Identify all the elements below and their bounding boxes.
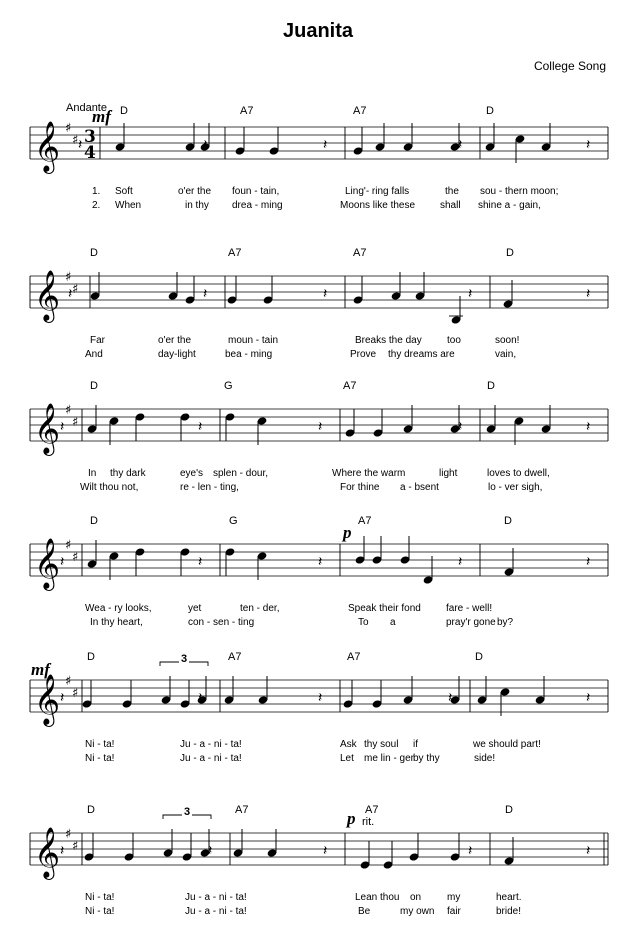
- lyric-verse-1: yet: [188, 603, 202, 614]
- chord-symbol: D: [87, 804, 95, 816]
- lyric-verse-2: thy dreams are: [388, 349, 455, 360]
- lyric-verse-1: Wea - ry looks,: [85, 603, 152, 614]
- lyric-verse-2: me lin - ger: [364, 753, 415, 764]
- lyric-verse-1: thy dark: [110, 468, 146, 479]
- lyric-verse-1: fare - well!: [446, 603, 493, 614]
- lyric-verse-2: fair: [447, 906, 461, 917]
- lyric-verse-1: soon!: [495, 335, 520, 346]
- quarter-rest-icon: 𝄽: [586, 690, 591, 706]
- quarter-rest-icon: 𝄽: [586, 843, 591, 859]
- chord-symbol: D: [90, 380, 98, 392]
- lyric-verse-2: side!: [474, 753, 496, 764]
- chord-symbol: D: [90, 515, 98, 527]
- time-signature-digit: 4: [84, 143, 96, 163]
- quarter-rest-icon: 𝄽: [208, 843, 213, 859]
- quarter-rest-icon: 𝄽: [318, 419, 323, 435]
- lyric-verse-1: In: [88, 468, 97, 479]
- chord-symbol: A7: [358, 515, 372, 527]
- chord-symbol: G: [229, 515, 238, 527]
- lyric-verse-1: Ju - a - ni - ta!: [185, 892, 247, 903]
- lyric-verse-1: Far: [90, 335, 105, 346]
- quarter-rest-icon: 𝄽: [458, 419, 463, 435]
- lyric-verse-2: Be: [358, 906, 371, 917]
- lyric-verse-2: In thy heart,: [90, 617, 143, 628]
- lyric-verse-1: Ask: [340, 739, 357, 750]
- sharp-icon: ♯: [72, 839, 79, 854]
- lyric-verse-1: too: [447, 335, 461, 346]
- quarter-rest-icon: 𝄽: [60, 843, 65, 859]
- lyric-verse-2: lo - ver sigh,: [488, 482, 543, 493]
- quarter-rest-icon: 𝄽: [458, 137, 463, 153]
- chord-symbol: D: [504, 515, 512, 527]
- sharp-icon: ♯: [72, 133, 79, 148]
- lyric-verse-1: the: [445, 186, 459, 197]
- chord-symbol: A7: [347, 651, 361, 663]
- lyric-verse-1: ten - der,: [240, 603, 280, 614]
- lyric-verse-2: my own: [400, 906, 435, 917]
- quarter-rest-icon: 𝄽: [60, 554, 65, 570]
- sharp-icon: ♯: [65, 538, 72, 553]
- treble-clef-icon: 𝄞: [34, 403, 61, 454]
- lyric-verse-1: thy soul: [364, 739, 399, 750]
- lyric-verse-2: by thy: [413, 753, 440, 764]
- lyric-verse-2: Ju - a - ni - ta!: [180, 753, 242, 764]
- quarter-rest-icon: 𝄽: [586, 137, 591, 153]
- treble-clef-icon: 𝄞: [34, 538, 61, 589]
- chord-symbol: G: [224, 380, 233, 392]
- sharp-icon: ♯: [65, 827, 72, 842]
- quarter-rest-icon: 𝄽: [586, 286, 591, 302]
- quarter-rest-icon: 𝄽: [458, 554, 463, 570]
- quarter-rest-icon: 𝄽: [198, 419, 203, 435]
- lyric-verse-2: con - sen - ting: [188, 617, 255, 628]
- lyric-verse-2: 2.: [92, 200, 101, 211]
- lyric-verse-1: eye's: [180, 468, 204, 479]
- quarter-rest-icon: 𝄽: [586, 419, 591, 435]
- lyric-verse-2: Moons like these: [340, 200, 416, 211]
- quarter-rest-icon: 𝄽: [468, 843, 473, 859]
- sharp-icon: ♯: [65, 403, 72, 418]
- chord-symbol: D: [90, 247, 98, 259]
- lyric-verse-1: splen - dour,: [213, 468, 269, 479]
- chord-symbol: D: [506, 247, 514, 259]
- song-subtitle: College Song: [533, 59, 606, 73]
- lyric-verse-1: Lean thou: [355, 892, 400, 903]
- dynamic-marking: mf: [31, 660, 50, 679]
- lyric-verse-1: loves to dwell,: [487, 468, 550, 479]
- lyric-verse-1: Soft: [115, 186, 133, 197]
- lyric-verse-2: Prove: [350, 349, 377, 360]
- lyric-verse-1: we should part!: [473, 739, 541, 750]
- quarter-rest-icon: 𝄽: [323, 137, 328, 153]
- lyric-verse-1: Where the warm: [332, 468, 406, 479]
- lyric-verse-2: in thy: [185, 200, 209, 211]
- lyric-verse-1: Speak their fond: [348, 603, 421, 614]
- chord-symbol: A7: [240, 105, 254, 117]
- quarter-rest-icon: 𝄽: [203, 137, 208, 153]
- lyric-verse-1: Ju - a - ni - ta!: [180, 739, 242, 750]
- quarter-rest-icon: 𝄽: [448, 690, 453, 706]
- dynamic-marking: p: [343, 523, 352, 542]
- quarter-rest-icon: 𝄽: [60, 419, 65, 435]
- lyric-verse-1: Breaks the day: [355, 335, 422, 346]
- chord-symbol: A7: [235, 804, 249, 816]
- treble-clef-icon: 𝄞: [34, 121, 61, 172]
- lyric-verse-1: Ni - ta!: [85, 739, 115, 750]
- lyric-verse-2: Ni - ta!: [85, 906, 115, 917]
- lyric-verse-2: shall: [440, 200, 461, 211]
- lyric-verse-2: pray'r gone: [446, 617, 496, 628]
- chord-symbol: D: [120, 105, 128, 117]
- lyric-verse-2: a - bsent: [400, 482, 439, 493]
- sharp-icon: ♯: [72, 415, 79, 430]
- lyric-verse-1: o'er the: [178, 186, 212, 197]
- quarter-rest-icon: 𝄽: [318, 554, 323, 570]
- sharp-icon: ♯: [72, 550, 79, 565]
- triplet-number: 3: [184, 806, 191, 818]
- chord-symbol: A7: [353, 105, 367, 117]
- lyric-verse-2: shine a - gain,: [478, 200, 541, 211]
- sharp-icon: ♯: [65, 270, 72, 285]
- chord-symbol: D: [475, 651, 483, 663]
- lyric-verse-2: To: [358, 617, 369, 628]
- sharp-icon: ♯: [72, 282, 79, 297]
- quarter-rest-icon: 𝄽: [323, 286, 328, 302]
- lyric-verse-1: heart.: [496, 892, 522, 903]
- lyric-verse-1: light: [439, 468, 458, 479]
- lyric-verse-1: moun - tain: [228, 335, 279, 346]
- tempo-marking: Andante: [66, 102, 107, 114]
- lyric-verse-1: Ni - ta!: [85, 892, 115, 903]
- lyric-verse-2: For thine: [340, 482, 380, 493]
- triplet-number: 3: [181, 653, 188, 665]
- chord-symbol: A7: [228, 651, 242, 663]
- quarter-rest-icon: 𝄽: [68, 286, 73, 302]
- lyric-verse-2: bride!: [496, 906, 522, 917]
- lyric-verse-2: And: [85, 349, 103, 360]
- quarter-rest-icon: 𝄽: [60, 690, 65, 706]
- lyric-verse-2: re - len - ting,: [180, 482, 239, 493]
- chord-symbol: A7: [353, 247, 367, 259]
- lyric-verse-2: by?: [497, 617, 514, 628]
- lyric-verse-1: on: [410, 892, 422, 903]
- lyric-verse-1: Ling'- ring falls: [345, 186, 410, 197]
- lyric-verse-2: Ju - a - ni - ta!: [185, 906, 247, 917]
- chord-symbol: D: [487, 380, 495, 392]
- time-signature-digit: 3: [84, 127, 96, 147]
- quarter-rest-icon: 𝄽: [198, 554, 203, 570]
- lyric-verse-2: bea - ming: [225, 349, 273, 360]
- lyric-verse-1: 1.: [92, 186, 101, 197]
- chord-symbol: A7: [228, 247, 242, 259]
- lyric-verse-2: vain,: [495, 349, 517, 360]
- dynamic-marking: p: [347, 809, 356, 828]
- lyric-verse-1: sou - thern moon;: [480, 186, 559, 197]
- lyric-verse-2: Wilt thou not,: [80, 482, 139, 493]
- dynamic-marking: mf: [92, 107, 111, 126]
- chord-symbol: A7: [365, 804, 379, 816]
- sharp-icon: ♯: [65, 121, 72, 136]
- chord-symbol: D: [505, 804, 513, 816]
- lyric-verse-1: foun - tain,: [232, 186, 280, 197]
- chord-symbol: D: [87, 651, 95, 663]
- chord-symbol: D: [486, 105, 494, 117]
- lyric-verse-1: if: [413, 739, 418, 750]
- lyric-verse-2: When: [115, 200, 142, 211]
- lyric-verse-1: o'er the: [158, 335, 192, 346]
- lyric-verse-2: day-light: [158, 349, 196, 360]
- lyric-verse-2: drea - ming: [232, 200, 283, 211]
- song-title: Juanita: [282, 20, 354, 42]
- lyric-verse-2: a: [390, 617, 396, 628]
- chord-symbol: A7: [343, 380, 357, 392]
- sharp-icon: ♯: [72, 686, 79, 701]
- quarter-rest-icon: 𝄽: [468, 286, 473, 302]
- quarter-rest-icon: 𝄽: [586, 554, 591, 570]
- quarter-rest-icon: 𝄽: [323, 843, 328, 859]
- lyric-verse-1: my: [447, 892, 461, 903]
- treble-clef-icon: 𝄞: [34, 827, 61, 878]
- quarter-rest-icon: 𝄽: [198, 690, 203, 706]
- lyric-verse-2: Ni - ta!: [85, 753, 115, 764]
- ritardando-marking: rit.: [362, 816, 375, 828]
- sharp-icon: ♯: [65, 674, 72, 689]
- treble-clef-icon: 𝄞: [34, 270, 61, 321]
- quarter-rest-icon: 𝄽: [318, 690, 323, 706]
- quarter-rest-icon: 𝄽: [78, 137, 83, 153]
- quarter-rest-icon: 𝄽: [203, 286, 208, 302]
- treble-clef-icon: 𝄞: [34, 674, 61, 725]
- lyric-verse-2: Let: [340, 753, 354, 764]
